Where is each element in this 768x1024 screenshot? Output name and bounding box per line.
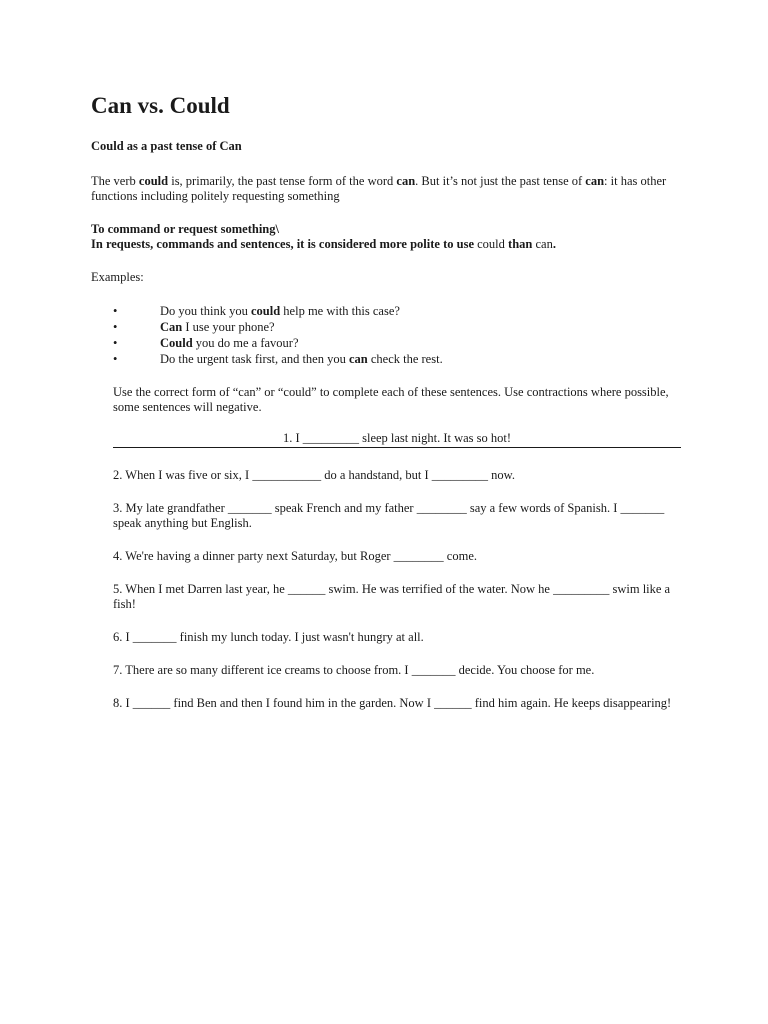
bullet-icon: • — [113, 336, 118, 350]
exercise-question-1: 1. I _________ sleep last night. It was so hot! — [113, 431, 681, 448]
bullet-icon: • — [113, 304, 118, 318]
exercise-question-5: 5. When I met Darren last year, he ______ swim. He was terrified of the water. Now he _________ swim like a fish! — [113, 582, 671, 611]
page-title: Can vs. Could — [91, 93, 230, 118]
bullet-icon: • — [113, 320, 118, 334]
list-item: • Can I use your phone? — [113, 320, 275, 334]
examples-list — [91, 303, 681, 367]
document-page — [91, 92, 681, 729]
command-rule: In requests, commands and sentences, it is considered more polite to use could than can. — [91, 237, 556, 251]
examples-label: Examples: — [91, 270, 144, 284]
bullet-icon: • — [113, 352, 118, 366]
list-item: • Could you do me a favour? — [113, 336, 299, 350]
exercise-question-6: 6. I _______ finish my lunch today. I just wasn't hungry at all. — [113, 630, 424, 644]
list-item: • Do you think you could help me with this case? — [113, 304, 400, 318]
exercise-instructions: Use the correct form of “can” or “could” to complete each of these sentences. Use contractions where possible, some sentences will negative. — [113, 385, 669, 414]
exercise-question-8: 8. I ______ find Ben and then I found him in the garden. Now I ______ find him again. He keeps disappearing! — [113, 696, 672, 710]
intro-paragraph: The verb could is, primarily, the past tense form of the word can. But it’s not just the past tense of can: it has other functions including politely requesting something — [91, 174, 667, 203]
list-item: • Do the urgent task first, and then you can check the rest. — [113, 352, 443, 366]
exercise-question-3: 3. My late grandfather _______ speak French and my father ________ say a few words of Spanish. I _______ speak anything but English. — [113, 501, 665, 530]
command-heading: To command or request something\ — [91, 222, 279, 236]
command-request-block — [91, 222, 681, 252]
exercise-question-4: 4. We're having a dinner party next Saturday, but Roger ________ come. — [113, 549, 478, 563]
exercise-question-2: 2. When I was five or six, I ___________ do a handstand, but I _________ now. — [113, 468, 516, 482]
section-subheading: Could as a past tense of Can — [91, 139, 242, 153]
exercise-question-7: 7. There are so many different ice creams to choose from. I _______ decide. You choose for me. — [113, 663, 595, 677]
